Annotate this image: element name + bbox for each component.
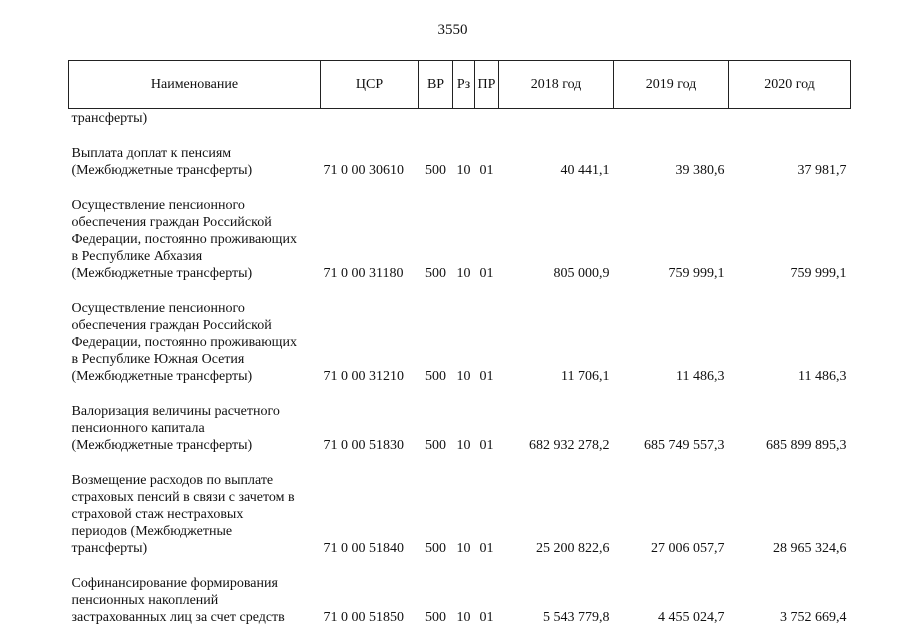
- row-name-line: Валоризация величины расчетного: [71, 404, 280, 419]
- row-name-line: Осуществление пенсионного: [71, 301, 245, 316]
- row-value-2019: 11 486,3: [676, 369, 725, 384]
- row-pr: 01: [479, 163, 494, 178]
- row-value-2019: 27 006 057,7: [651, 541, 725, 556]
- row-csr: 71 0 00 31210: [323, 369, 404, 384]
- header-name: Наименование: [69, 61, 321, 109]
- table-row: [69, 575, 851, 626]
- row-pr: 01: [479, 438, 494, 453]
- row-value-2019: 39 380,6: [675, 163, 725, 178]
- row-name-line: Возмещение расходов по выплате: [71, 473, 274, 488]
- row-value-2020: 759 999,1: [790, 266, 847, 281]
- table-row: [69, 403, 851, 454]
- row-rz: 10: [456, 541, 471, 556]
- header-rz: Рз: [453, 61, 475, 109]
- row-name: [69, 197, 321, 282]
- row-name-line: в Республике Южная Осетия: [71, 352, 245, 367]
- row-rz: 10: [456, 438, 471, 453]
- row-vr: 500: [425, 369, 446, 384]
- row-spacer: [69, 282, 851, 300]
- row-csr: 71 0 00 51840: [323, 541, 404, 556]
- row-value-2018: 805 000,9: [553, 266, 610, 281]
- row-name-line: Федерации, постоянно проживающих: [71, 232, 297, 247]
- row-name-line: страховых пенсий в связи с зачетом в: [71, 490, 295, 505]
- row-value-2019: 4 455 024,7: [658, 610, 725, 625]
- row-value-2018: 5 543 779,8: [543, 610, 610, 625]
- row-name-line: пенсионных накоплений: [71, 593, 219, 608]
- row-rz: 10: [456, 369, 471, 384]
- row-value-2019: 685 749 557,3: [644, 438, 725, 453]
- row-pr: 01: [479, 266, 494, 281]
- row-spacer: [69, 127, 851, 145]
- header-pr: ПР: [475, 61, 499, 109]
- row-value-2020: 685 899 895,3: [766, 438, 847, 453]
- row-spacer: [69, 179, 851, 197]
- row-spacer: [69, 454, 851, 472]
- row-pr: 01: [479, 610, 494, 625]
- row-value-2020: 28 965 324,6: [773, 541, 847, 556]
- row-name-line: (Межбюджетные трансферты): [71, 266, 253, 281]
- row-vr: 500: [425, 610, 446, 625]
- row-name-line: трансферты): [71, 541, 148, 556]
- table-row: [69, 472, 851, 557]
- row-name: [69, 575, 321, 626]
- row-value-2018: 40 441,1: [560, 163, 610, 178]
- continuation-text: трансферты): [71, 111, 148, 126]
- row-spacer: [69, 557, 851, 575]
- row-rz: 10: [456, 610, 471, 625]
- row-pr: 01: [479, 541, 494, 556]
- row-vr: 500: [425, 438, 446, 453]
- row-name: [69, 472, 321, 557]
- row-name-line: пенсионного капитала: [71, 421, 205, 436]
- row-csr: 71 0 00 31180: [323, 266, 404, 281]
- row-name-line: Софинансирование формирования: [71, 576, 278, 591]
- row-name: [69, 145, 321, 179]
- table-row: [69, 145, 851, 179]
- row-name-line: (Межбюджетные трансферты): [71, 369, 253, 384]
- row-csr: 71 0 00 51850: [323, 610, 404, 625]
- table-row: [69, 197, 851, 282]
- row-name: [69, 300, 321, 385]
- header-2020: 2020 год: [729, 61, 851, 109]
- row-name-line: (Межбюджетные трансферты): [71, 438, 253, 453]
- page-number: 3550: [437, 22, 468, 38]
- header-csr: ЦСР: [321, 61, 419, 109]
- row-name: [69, 403, 321, 454]
- row-vr: 500: [425, 541, 446, 556]
- row-name-line: Выплата доплат к пенсиям: [71, 146, 232, 161]
- header-2019: 2019 год: [614, 61, 729, 109]
- row-spacer: [69, 385, 851, 403]
- row-vr: 500: [425, 266, 446, 281]
- row-name-line: Федерации, постоянно проживающих: [71, 335, 297, 350]
- row-value-2020: 3 752 669,4: [780, 610, 847, 625]
- table-row: [69, 300, 851, 385]
- row-name-line: обеспечения граждан Российской: [71, 318, 272, 333]
- row-value-2020: 11 486,3: [798, 369, 847, 384]
- header-vr: ВР: [419, 61, 453, 109]
- row-pr: 01: [479, 369, 494, 384]
- row-value-2018: 25 200 822,6: [536, 541, 610, 556]
- row-name-line: периодов (Межбюджетные: [71, 524, 233, 539]
- row-name-line: (Межбюджетные трансферты): [71, 163, 253, 178]
- row-csr: 71 0 00 51830: [323, 438, 404, 453]
- row-value-2019: 759 999,1: [668, 266, 725, 281]
- table-header: [69, 61, 851, 109]
- row-value-2018: 682 932 278,2: [529, 438, 610, 453]
- row-rz: 10: [456, 163, 471, 178]
- row-value-2018: 11 706,1: [561, 369, 610, 384]
- budget-table: [68, 60, 851, 626]
- row-vr: 500: [425, 163, 446, 178]
- row-name-line: страховой стаж нестраховых: [71, 507, 244, 522]
- continuation-row: [69, 109, 851, 128]
- header-2018: 2018 год: [499, 61, 614, 109]
- row-name-line: застрахованных лиц за счет средств: [71, 610, 285, 625]
- row-name-line: в Республике Абхазия: [71, 249, 203, 264]
- row-name-line: обеспечения граждан Российской: [71, 215, 272, 230]
- row-rz: 10: [456, 266, 471, 281]
- row-csr: 71 0 00 30610: [323, 163, 404, 178]
- row-name-line: Осуществление пенсионного: [71, 198, 245, 213]
- row-value-2020: 37 981,7: [797, 163, 847, 178]
- table-body: [69, 109, 851, 627]
